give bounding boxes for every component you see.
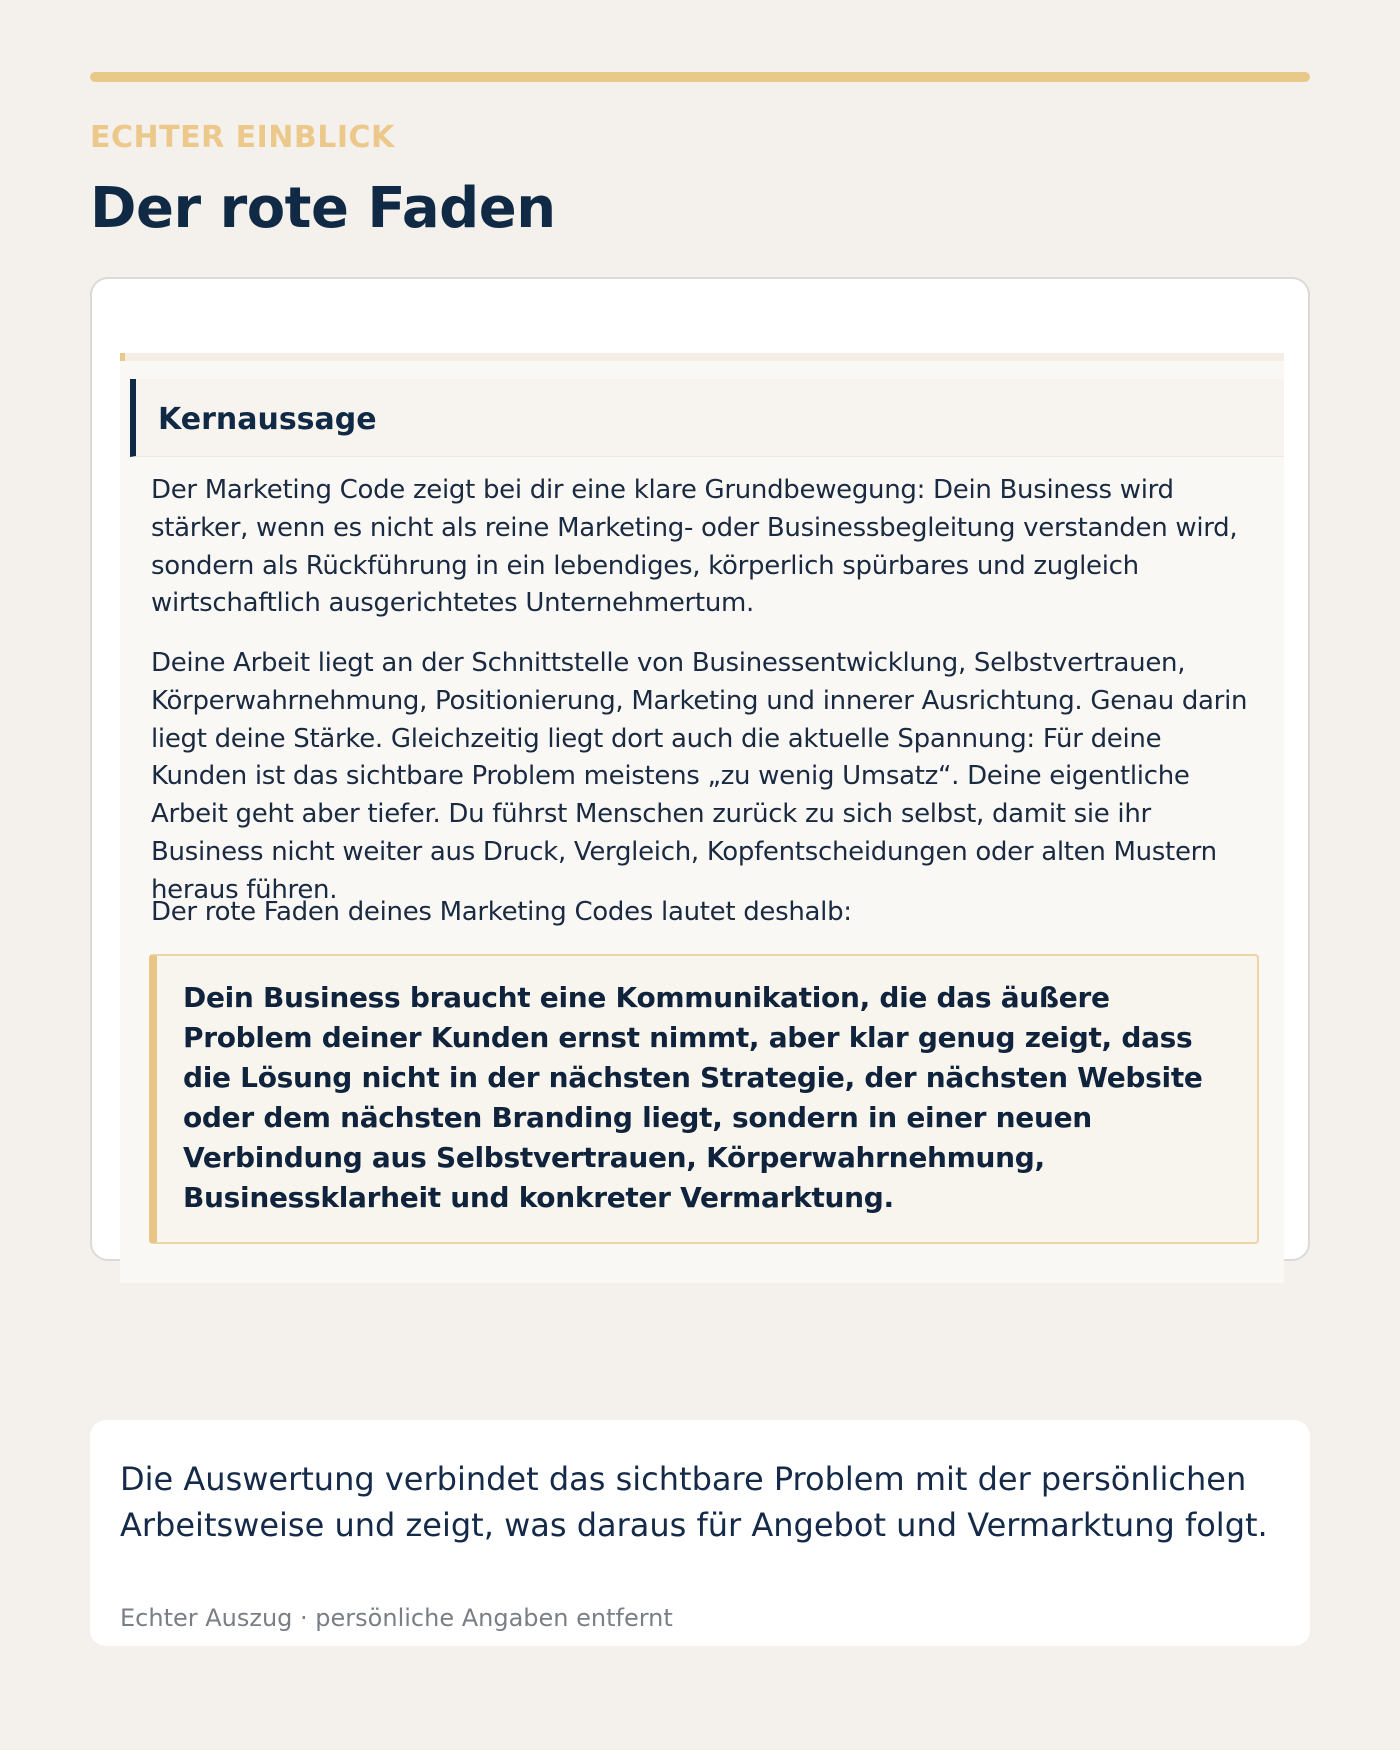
section-heading xyxy=(130,379,1284,457)
highlight-quote xyxy=(149,954,1259,1244)
summary-card xyxy=(90,1420,1310,1646)
paragraph-2: Deine Arbeit liegt an der Schnittstelle von Businessentwicklung, Selbstvertrauen, Körperwahrnehmung, Positionierung, Marketing und innerer Ausrichtung. Genau darin liegt deine Stärke. Gleichzeitig liegt dort auch die aktuelle Spannung: Für deine Kunden ist das sichtbare Problem meistens „zu wenig Umsatz“. Deine eigentliche Arbeit geht aber tiefer. Du führst Menschen zurück zu sich selbst, damit sie ihr Business nicht weiter aus Druck, Vergleich, Kopfentscheidungen oder alten Mustern heraus führen. xyxy=(151,648,1248,905)
excerpt-section xyxy=(120,353,1284,1283)
summary-text: Die Auswertung verbindet das sichtbare Problem mit der persönlichen Arbeitsweise und zeigt, was daraus für Angebot und Vermarktung folgt. xyxy=(120,1460,1268,1544)
eyebrow-label: ECHTER EINBLICK xyxy=(90,120,395,155)
page-title: Der rote Faden xyxy=(90,176,556,241)
highlight-quote-text: Dein Business braucht eine Kommunikation, die das äußere Problem deiner Kunden ernst nimmt, aber klar genug zeigt, dass die Lösung nicht in der nächsten Strategie, der nächsten Website oder dem nächsten Branding liegt, sondern in einer neuen Verbindung aus Selbstvertrauen, Körperwahrnehmung, Businessklarheit und konkreter Vermarktung. xyxy=(183,981,1203,1214)
section-top-rule xyxy=(120,353,1284,361)
paragraph-1: Der Marketing Code zeigt bei dir eine klare Grundbewegung: Dein Business wird stärker, wenn es nicht als reine Marketing- oder Businessbegleitung verstanden wird, sondern als Rückführung in ein lebendiges, körperlich spürbares und zugleich wirtschaftlich ausgerichtetes Unternehmertum. xyxy=(151,475,1238,619)
section-heading-label: Kernaussage xyxy=(158,402,377,437)
paragraph-3: Der rote Faden deines Marketing Codes lautet deshalb: xyxy=(151,897,852,927)
footnote: Echter Auszug · persönliche Angaben entfernt xyxy=(120,1604,673,1632)
excerpt-card xyxy=(90,277,1310,1261)
top-accent-rule xyxy=(90,72,1310,82)
